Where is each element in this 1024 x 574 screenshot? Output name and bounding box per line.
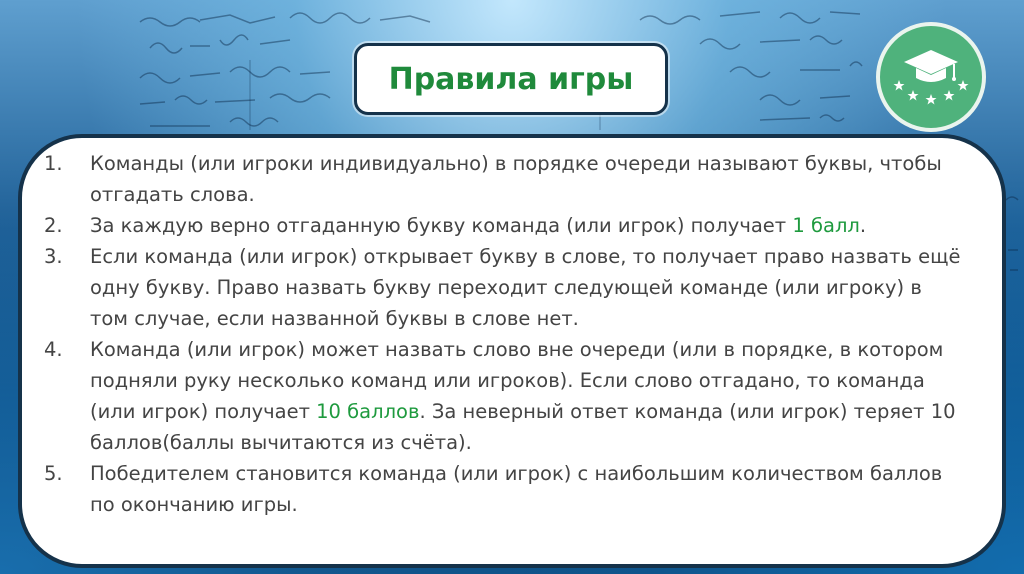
rule-item (44, 148, 964, 210)
graduation-cap-icon (880, 26, 982, 128)
rule-text (90, 334, 964, 458)
rule-text: Команды (или игроки индивидуально) в порядке очереди называют буквы, чтобы отгадать слова. (90, 152, 942, 206)
rule-text-part: . (859, 214, 867, 237)
rule-text: Если команда (или игрок) открывает букву в слове, то получает право назвать ещё одну букву. Право назвать букву переходит следующей команде (или игроку) в том случае, если названной буквы в слове нет. (90, 245, 961, 330)
rule-text (90, 210, 964, 241)
title-box (354, 43, 668, 115)
rule-item (44, 241, 964, 334)
rule-number: 1. (44, 152, 63, 175)
slide-title: Правила игры (388, 61, 634, 97)
rule-number: 2. (44, 214, 63, 237)
rule-text-part: Команда (или игрок) может назвать слово вне очереди (или в порядке, в котором подняли руку несколько команд или игроков). Если слово отгадано, то команда (или игрок) получает (90, 338, 944, 423)
rule-text: Победителем становится команда (или игрок) с наибольшим количеством баллов по окончанию игры. (90, 462, 943, 516)
rule-item (44, 210, 964, 241)
rule-number: 3. (44, 245, 63, 268)
rules-list (44, 148, 964, 520)
rule-item (44, 458, 964, 520)
rule-number: 5. (44, 462, 63, 485)
rule-text-part: За каждую верно отгаданную букву команда (или игрок) получает (90, 214, 793, 237)
rule-item (44, 334, 964, 458)
rule-highlight: 10 баллов (316, 400, 420, 423)
badge (876, 22, 986, 132)
rule-highlight: 1 балл (792, 214, 860, 237)
rule-number: 4. (44, 338, 63, 361)
rule-text-part: . За неверный ответ команда (или игрок) теряет 10 баллов(баллы вычитаются из счёта). (90, 400, 956, 454)
